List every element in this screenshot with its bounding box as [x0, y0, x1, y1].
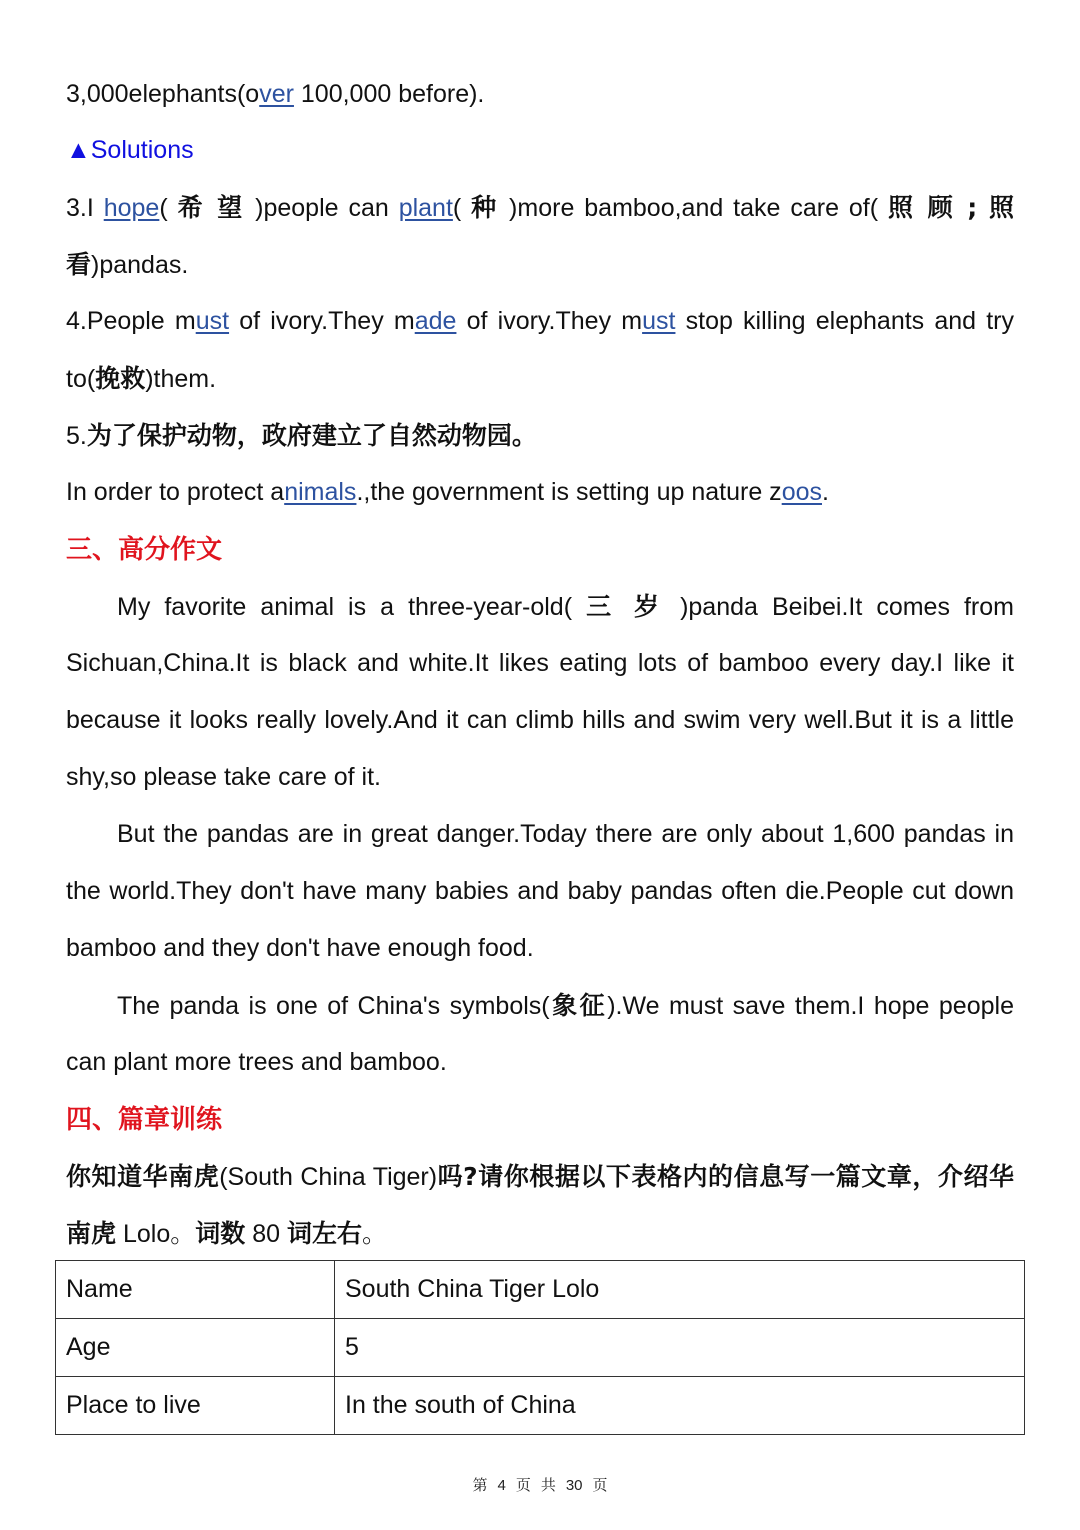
table-key: Age — [56, 1319, 335, 1377]
text-line — [66, 66, 1014, 122]
heading-label: Solutions — [90, 136, 194, 164]
answer-underline: nimals — [284, 478, 357, 506]
answer-underline: plant — [398, 194, 453, 222]
answer-underline: ust — [195, 307, 230, 335]
item-3-line-2: 看)pandas. — [66, 250, 189, 279]
page-number: 4 — [497, 1477, 506, 1494]
answer-underline: hope — [103, 194, 160, 222]
essay-p3-line-2: can plant more trees and bamboo. — [66, 1048, 447, 1076]
answer-underline: oos — [781, 478, 822, 506]
text: 100,000 before). — [293, 80, 485, 108]
essay-p3-line-1: The panda is one of China's symbols(象征).We must save them.I hope people — [117, 991, 1014, 1020]
essay-p1-line-4: shy,so please take care of it. — [66, 763, 381, 791]
item-3-line-1: 3.I hope( 希 望 )people can plant( 种 )more bamboo,and take care of( 照 顾 ; 照 — [66, 193, 1014, 222]
essay-p1-line-1: My favorite animal is a three-year-old( 三 岁 )panda Beibei.It comes from — [117, 592, 1014, 621]
table-key: Place to live — [56, 1377, 335, 1435]
essay-p1-line-3: because it looks really lovely.And it can climb hills and swim very well.But it is a little — [66, 706, 1014, 734]
item-4-line-1: 4.People must of ivory.They made of ivory.They must stop killing elephants and try — [66, 307, 1015, 335]
answer-underline: ade — [414, 307, 457, 335]
answer-underline: ust — [642, 307, 676, 335]
table-row — [56, 1261, 1025, 1319]
solutions-heading — [66, 122, 1014, 179]
essay-p2-line-2: the world.They don't have many babies and baby pandas often die.People cut down — [66, 877, 1014, 905]
table-key: Name — [56, 1261, 335, 1319]
item-5-line-2: In order to protect animals.,the government is setting up nature zoos. — [66, 478, 829, 506]
section-3-title: 三、高分作文 — [66, 534, 223, 564]
table-value: South China Tiger Lolo — [335, 1261, 1025, 1319]
table-value: 5 — [335, 1319, 1025, 1377]
essay-p1-line-2: Sichuan,China.It is black and white.It likes eating lots of bamboo every day.I like it — [66, 649, 1014, 677]
page-footer: 第 4 页 共 30 页 — [472, 1477, 608, 1494]
task-line-2: 南虎 Lolo。词数 80 词左右。 — [66, 1219, 387, 1248]
document-page — [66, 66, 1014, 1262]
triangle-icon: ▲ — [66, 136, 91, 164]
essay-p2-line-1: But the pandas are in great danger.Today there are only about 1,600 pandas in — [117, 820, 1014, 848]
text: 3,000elephants(o — [66, 80, 260, 108]
info-table — [55, 1260, 1025, 1435]
item-5-line-1: 5.为了保护动物，政府建立了自然动物园。 — [66, 421, 537, 450]
task-line-1: 你知道华南虎(South China Tiger)吗?请你根据以下表格内的信息写一篇文章，介绍华 — [66, 1162, 1014, 1191]
table-value: In the south of China — [335, 1377, 1025, 1435]
page-total: 30 — [565, 1477, 583, 1494]
item-4-line-2: to(挽救)them. — [66, 364, 217, 393]
table-row — [56, 1377, 1025, 1435]
answer-underline: ver — [259, 80, 294, 108]
table-row — [56, 1319, 1025, 1377]
essay-p2-line-3: bamboo and they don't have enough food. — [66, 934, 534, 962]
section-4-title: 四、篇章训练 — [66, 1104, 223, 1134]
